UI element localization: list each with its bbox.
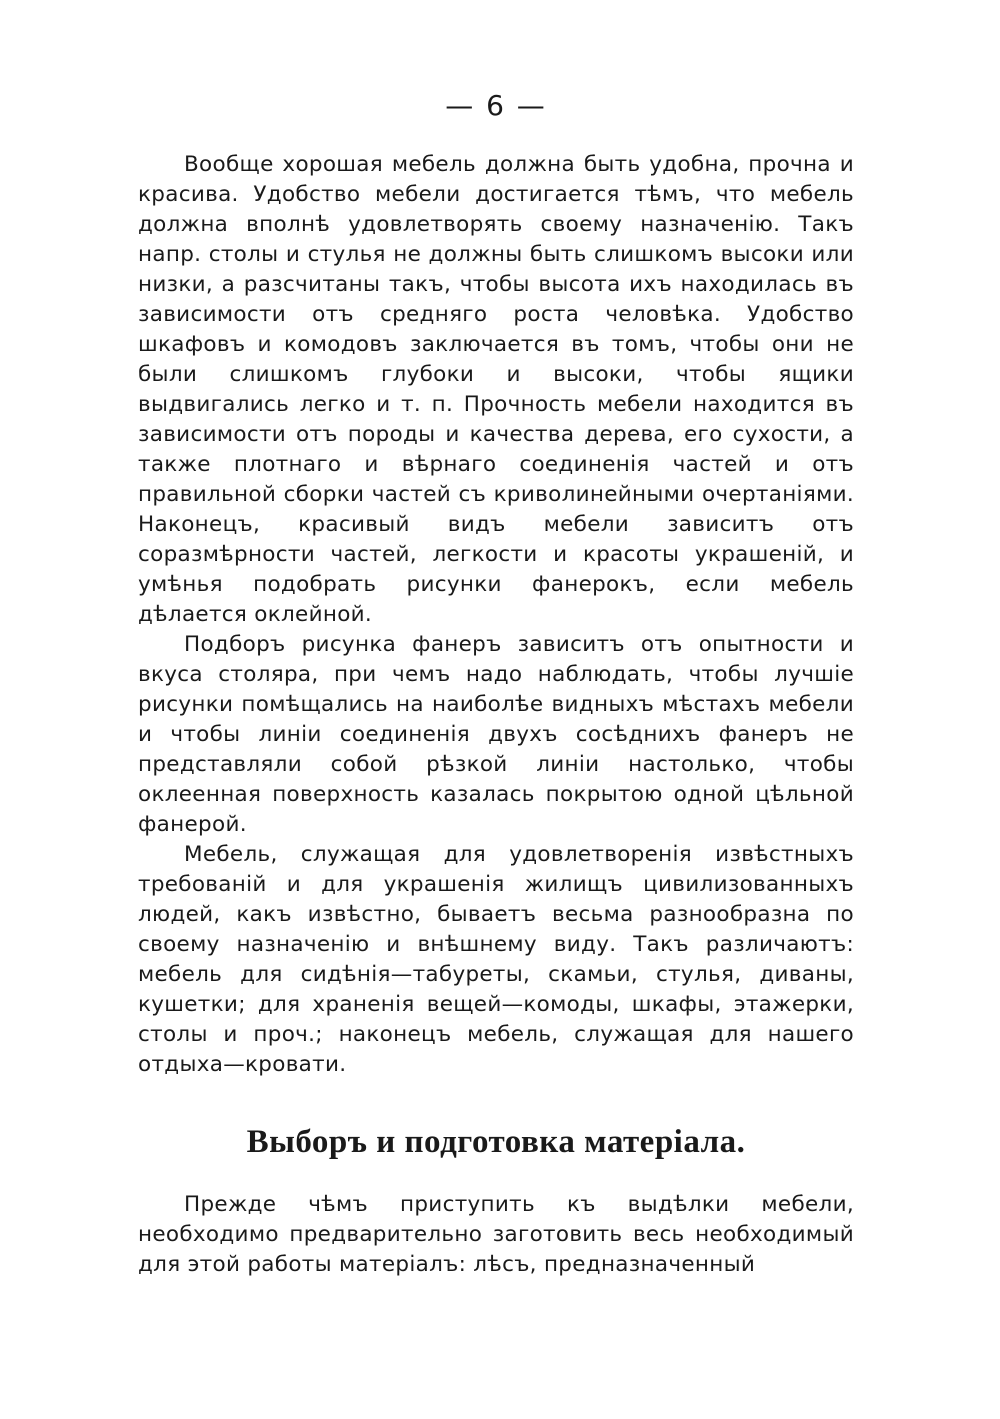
paragraph-material-preparation: Прежде чѣмъ приступить къ выдѣлки мебели, необходимо предварительно заготовить весь необходимый для этой работы матеріалъ: лѣсъ, предназначенный <box>138 1192 854 1277</box>
section-text <box>138 1190 854 1280</box>
paragraph-veneer-selection: Подборъ рисунка фанеръ зависитъ отъ опытности и вкуса столяра, при чемъ надо наблюдать, чтобы лучшіе рисунки помѣщались на наиболѣе видныхъ мѣстахъ мебели и чтобы линіи соединенія двухъ сосѣднихъ фанеръ не представляли собой рѣзкой линіи настолько, чтобы оклеенная поверхность казалась покрытою одной цѣльной фанерой. <box>138 632 854 837</box>
paragraph-furniture-qualities: Вообще хорошая мебель должна быть удобна, прочна и красива. Удобство мебели достигается тѣмъ, что мебель должна вполнѣ удовлетворять своему назначенію. Такъ напр. столы и стулья не должны быть слишкомъ высоки или низки, а разсчитаны такъ, чтобы высота ихъ находилась въ зависимости отъ средняго роста человѣка. Удобство шкафовъ и комодовъ заключается въ томъ, чтобы они не были слишкомъ глубоки и высоки, чтобы ящики выдвигались легко и т. п. Прочность мебели находится въ зависимости отъ породы и качества дерева, его сухости, а также плотнаго и вѣрнаго соединенія частей и отъ правильной сборки частей съ криволинейными очертаніями. Наконецъ, красивый видъ мебели зависитъ отъ соразмѣрности частей, легкости и красоты украшеній, и умѣнья подобрать рисунки фанерокъ, если мебель дѣлается оклейной. <box>138 152 854 627</box>
book-page <box>138 88 854 1280</box>
main-text <box>138 150 854 1080</box>
paragraph-furniture-types: Мебель, служащая для удовлетворенія извѣстныхъ требованій и для украшенія жилищъ цивилизованныхъ людей, какъ извѣстно, бываетъ весьма разнообразна по своему назначенію и внѣшнему виду. Такъ различаютъ: мебель для сидѣнія—табуреты, скамьи, стулья, диваны, кушетки; для храненія вещей—комоды, шкафы, этажерки, столы и проч.; наконецъ мебель, служащая для нашего отдыха—кровати. <box>138 842 854 1077</box>
section-heading: Выборъ и подготовка матеріала. <box>246 1124 746 1160</box>
page-number: — 6 — <box>445 89 547 122</box>
